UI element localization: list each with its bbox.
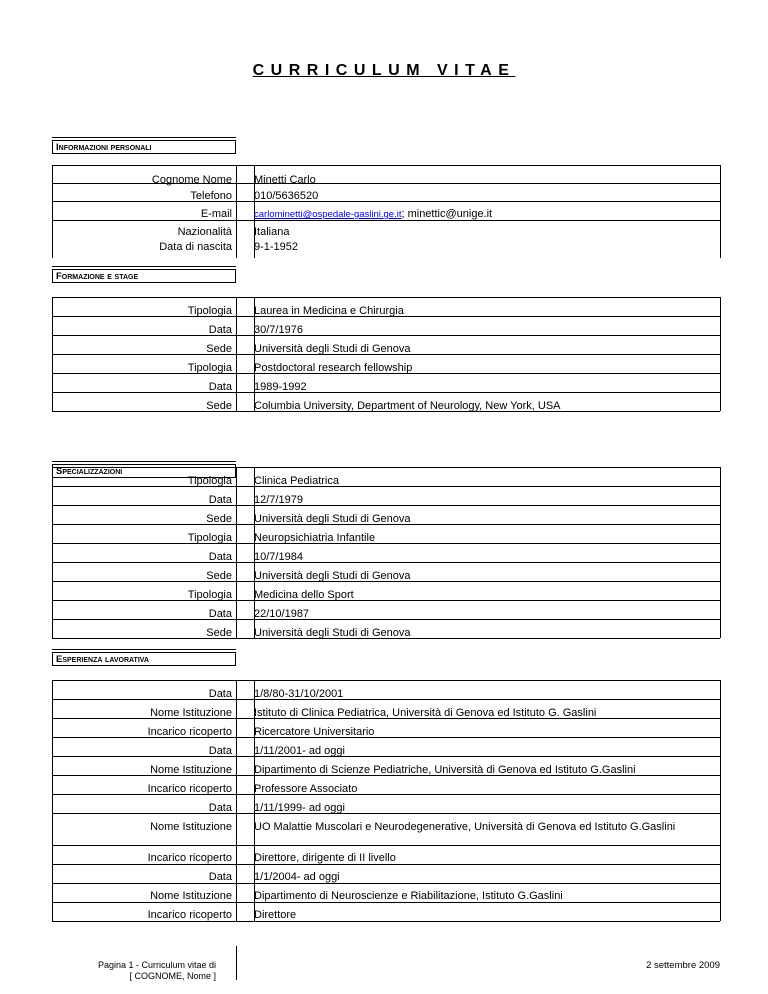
field-value: 12/7/1979 (254, 494, 303, 506)
table-column-rule (236, 297, 237, 411)
field-value: Dipartimento di Neuroscienze e Riabilitazione, Istituto G.Gaslini (254, 890, 563, 902)
field-label: Sede (206, 400, 232, 412)
field-label: E-mail (200, 208, 232, 220)
field-label: Nome Istituzione (150, 764, 232, 776)
table-column-rule (236, 467, 237, 638)
field-label: Data (208, 608, 232, 620)
education-heading: Formazione e stage (52, 269, 236, 283)
field-label: Cognome Nome (151, 174, 232, 186)
field-label: Incarico ricoperto (147, 726, 232, 738)
table-rule (52, 921, 720, 922)
field-label: Tipologia (187, 532, 232, 544)
field-value: 22/10/1987 (254, 608, 310, 620)
email-link[interactable]: carlominetti@ospedale-gaslini.ge.it (254, 209, 402, 220)
field-label: Data (208, 871, 232, 883)
field-label: Tipologia (187, 589, 232, 601)
table-rule (52, 680, 720, 681)
field-label: Sede (206, 343, 232, 355)
field-value: Laurea in Medicina e Chirurgia (254, 305, 404, 317)
field-label: Sede (206, 513, 232, 525)
field-value: 10/7/1984 (254, 551, 303, 563)
field-label: Nazionalità (177, 226, 232, 238)
field-value: Istituto di Clinica Pediatrica, Università di Genova ed Istituto G. Gaslini (254, 707, 597, 719)
field-label: Data (208, 494, 232, 506)
field-value: Dipartimento di Scienze Pediatriche, Università di Genova ed Istituto G.Gaslini (254, 764, 636, 776)
field-label: Nome Istituzione (150, 821, 232, 833)
field-value: Medicina dello Sport (254, 589, 354, 601)
field-value: Italiana (254, 226, 290, 238)
table-rule (52, 165, 720, 166)
footer-divider (236, 946, 237, 980)
field-value: Neuropsichiatria Infantile (254, 532, 376, 544)
table-column-rule (236, 165, 237, 258)
field-label: Nome Istituzione (150, 890, 232, 902)
experience-heading: Esperienza lavorativa (52, 652, 236, 666)
table-rule (52, 883, 720, 884)
field-label: Data (208, 745, 232, 757)
field-label: Tipologia (187, 362, 232, 374)
table-column-rule (720, 467, 721, 638)
footer-date: 2 settembre 2009 (646, 960, 720, 971)
field-label: Data di nascita (159, 241, 232, 253)
field-label: Incarico ricoperto (147, 852, 232, 864)
field-value: UO Malattie Muscolari e Neurodegenerative, Università di Genova ed Istituto G.Gaslini (254, 821, 676, 833)
field-label: Incarico ricoperto (147, 909, 232, 921)
field-label: Tipologia (187, 475, 232, 487)
table-rule (52, 467, 720, 468)
footer-page-line: Pagina 1 - Curriculum vitae di (97, 960, 216, 970)
field-label: Data (208, 551, 232, 563)
field-value: Direttore, dirigente di II livello (254, 852, 396, 864)
field-value: Clinica Pediatrica (254, 475, 339, 487)
field-value: Direttore (254, 909, 297, 921)
field-value: Università degli Studi di Genova (254, 513, 411, 525)
field-value: 30/7/1976 (254, 324, 303, 336)
field-label: Data (208, 324, 232, 336)
table-rule (52, 902, 720, 903)
footer-page-info (40, 960, 216, 982)
table-rule (52, 845, 720, 846)
field-label: Data (208, 381, 232, 393)
table-rule (52, 864, 720, 865)
field-value: carlominetti@ospedale-gaslini.ge.it; minettic@unige.it (254, 208, 493, 220)
field-value: Minetti Carlo (254, 174, 316, 186)
field-value: 9-1-1952 (254, 241, 299, 253)
field-value: 010/5636520 (254, 190, 319, 202)
field-label: Telefono (190, 190, 232, 202)
specializations-heading: Specializzazioni (52, 464, 236, 478)
table-column-rule (720, 680, 721, 921)
field-value: Columbia University, Department of Neurology, New York, USA (254, 400, 561, 412)
field-value: 1/11/2001- ad oggi (254, 745, 345, 757)
field-label: Nome Istituzione (150, 707, 232, 719)
table-rule (52, 297, 720, 298)
field-value: Postdoctoral research fellowship (254, 362, 413, 374)
field-value: Ricercatore Universitario (254, 726, 375, 738)
field-label: Sede (206, 627, 232, 639)
table-column-rule (236, 680, 237, 921)
field-value: 1/1/2004- ad oggi (254, 871, 340, 883)
field-value: 1989-1992 (254, 381, 307, 393)
field-value: Professore Associato (254, 783, 358, 795)
field-value: Università degli Studi di Genova (254, 343, 411, 355)
field-label: Data (208, 688, 232, 700)
page-title: CURRICULUM VITAE (252, 62, 516, 79)
field-value: Università degli Studi di Genova (254, 627, 411, 639)
field-value: 1/11/1999- ad oggi (254, 802, 345, 814)
table-column-rule (720, 297, 721, 411)
field-value: 1/8/80-31/10/2001 (254, 688, 344, 700)
table-column-rule (720, 165, 721, 258)
table-rule (52, 220, 720, 221)
personal-info-heading: Informazioni personali (52, 140, 236, 154)
footer-name-placeholder: [ COGNOME, Nome ] (129, 971, 216, 981)
field-value: Università degli Studi di Genova (254, 570, 411, 582)
field-label: Sede (206, 570, 232, 582)
field-label: Data (208, 802, 232, 814)
field-label: Tipologia (187, 305, 232, 317)
field-label: Incarico ricoperto (147, 783, 232, 795)
